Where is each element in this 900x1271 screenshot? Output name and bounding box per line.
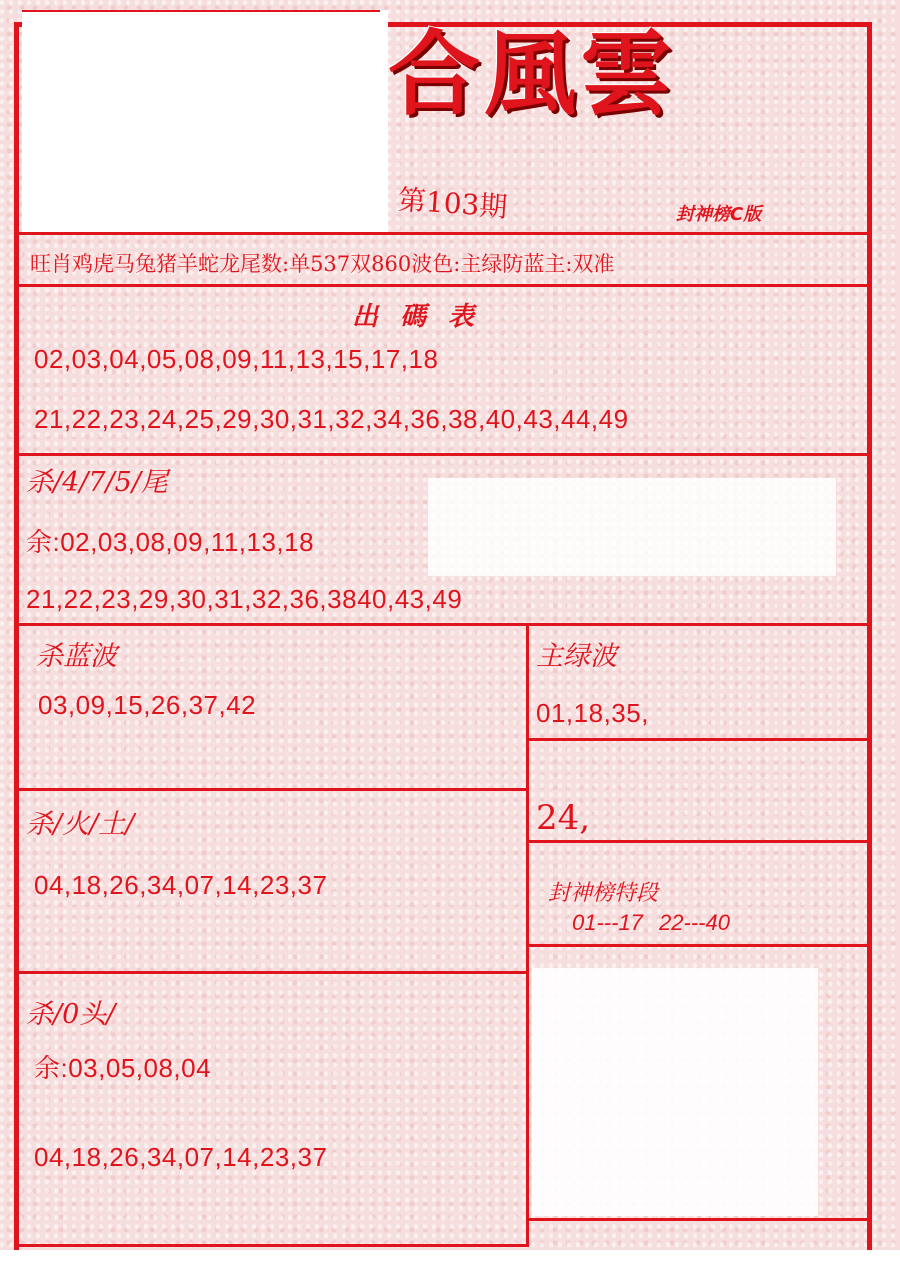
summary-line: 旺肖鸡虎马兔猪羊蛇龙尾数:单537双860波色:主绿防蓝主:双准 bbox=[30, 252, 615, 276]
header-blank-panel bbox=[22, 10, 388, 232]
column-divider bbox=[526, 623, 529, 1247]
kill-tail-label: 杀/4/7/5/尾 bbox=[26, 467, 168, 498]
divider bbox=[18, 232, 868, 235]
divider bbox=[528, 738, 868, 741]
draw-table-title: 出碼表 bbox=[352, 302, 497, 332]
page-title: 合風雲 bbox=[388, 20, 677, 128]
special-range-values: 01---17 22---40 bbox=[572, 910, 730, 935]
special-range-label: 封神榜特段 bbox=[548, 880, 659, 905]
main-green-values: 01,18,35, bbox=[536, 698, 649, 728]
kill-zero-head-remain: 余:03,05,08,04 bbox=[34, 1053, 212, 1083]
kill-fire-earth-label: 杀/火/土/ bbox=[26, 809, 135, 840]
blank-panel bbox=[428, 478, 836, 576]
divider bbox=[528, 840, 868, 843]
kill-tail-remain: 余:02,03,08,09,11,13,18 bbox=[26, 527, 315, 557]
divider bbox=[528, 1218, 868, 1221]
draw-table-row-2: 21,22,23,24,25,29,30,31,32,34,36,38,40,43,44,49 bbox=[34, 404, 629, 434]
header-top-rule bbox=[22, 10, 380, 12]
divider bbox=[18, 788, 528, 791]
kill-zero-head-label: 杀/0头/ bbox=[26, 999, 116, 1030]
issue-number: 第103期 bbox=[396, 183, 509, 224]
bottom-blank-strip bbox=[0, 1250, 900, 1271]
draw-table-row-1: 02,03,04,05,08,09,11,13,15,17,18 bbox=[34, 344, 439, 374]
main-green-label: 主绿波 bbox=[536, 641, 617, 672]
bottom-rule bbox=[18, 1244, 528, 1247]
divider bbox=[18, 453, 868, 456]
divider bbox=[528, 944, 868, 947]
edition-label: 封神榜C版 bbox=[676, 204, 762, 225]
divider bbox=[18, 623, 868, 626]
single-pick: 24, bbox=[536, 798, 591, 838]
divider bbox=[18, 971, 528, 974]
kill-blue-values: 03,09,15,26,37,42 bbox=[38, 690, 257, 720]
divider bbox=[18, 284, 868, 287]
kill-blue-label: 杀蓝波 bbox=[36, 641, 117, 672]
kill-tail-row-2: 21,22,23,29,30,31,32,36,3840,43,49 bbox=[26, 584, 463, 614]
blank-panel bbox=[532, 968, 818, 1216]
kill-zero-head-values: 04,18,26,34,07,14,23,37 bbox=[34, 1142, 328, 1172]
kill-fire-earth-values: 04,18,26,34,07,14,23,37 bbox=[34, 870, 328, 900]
